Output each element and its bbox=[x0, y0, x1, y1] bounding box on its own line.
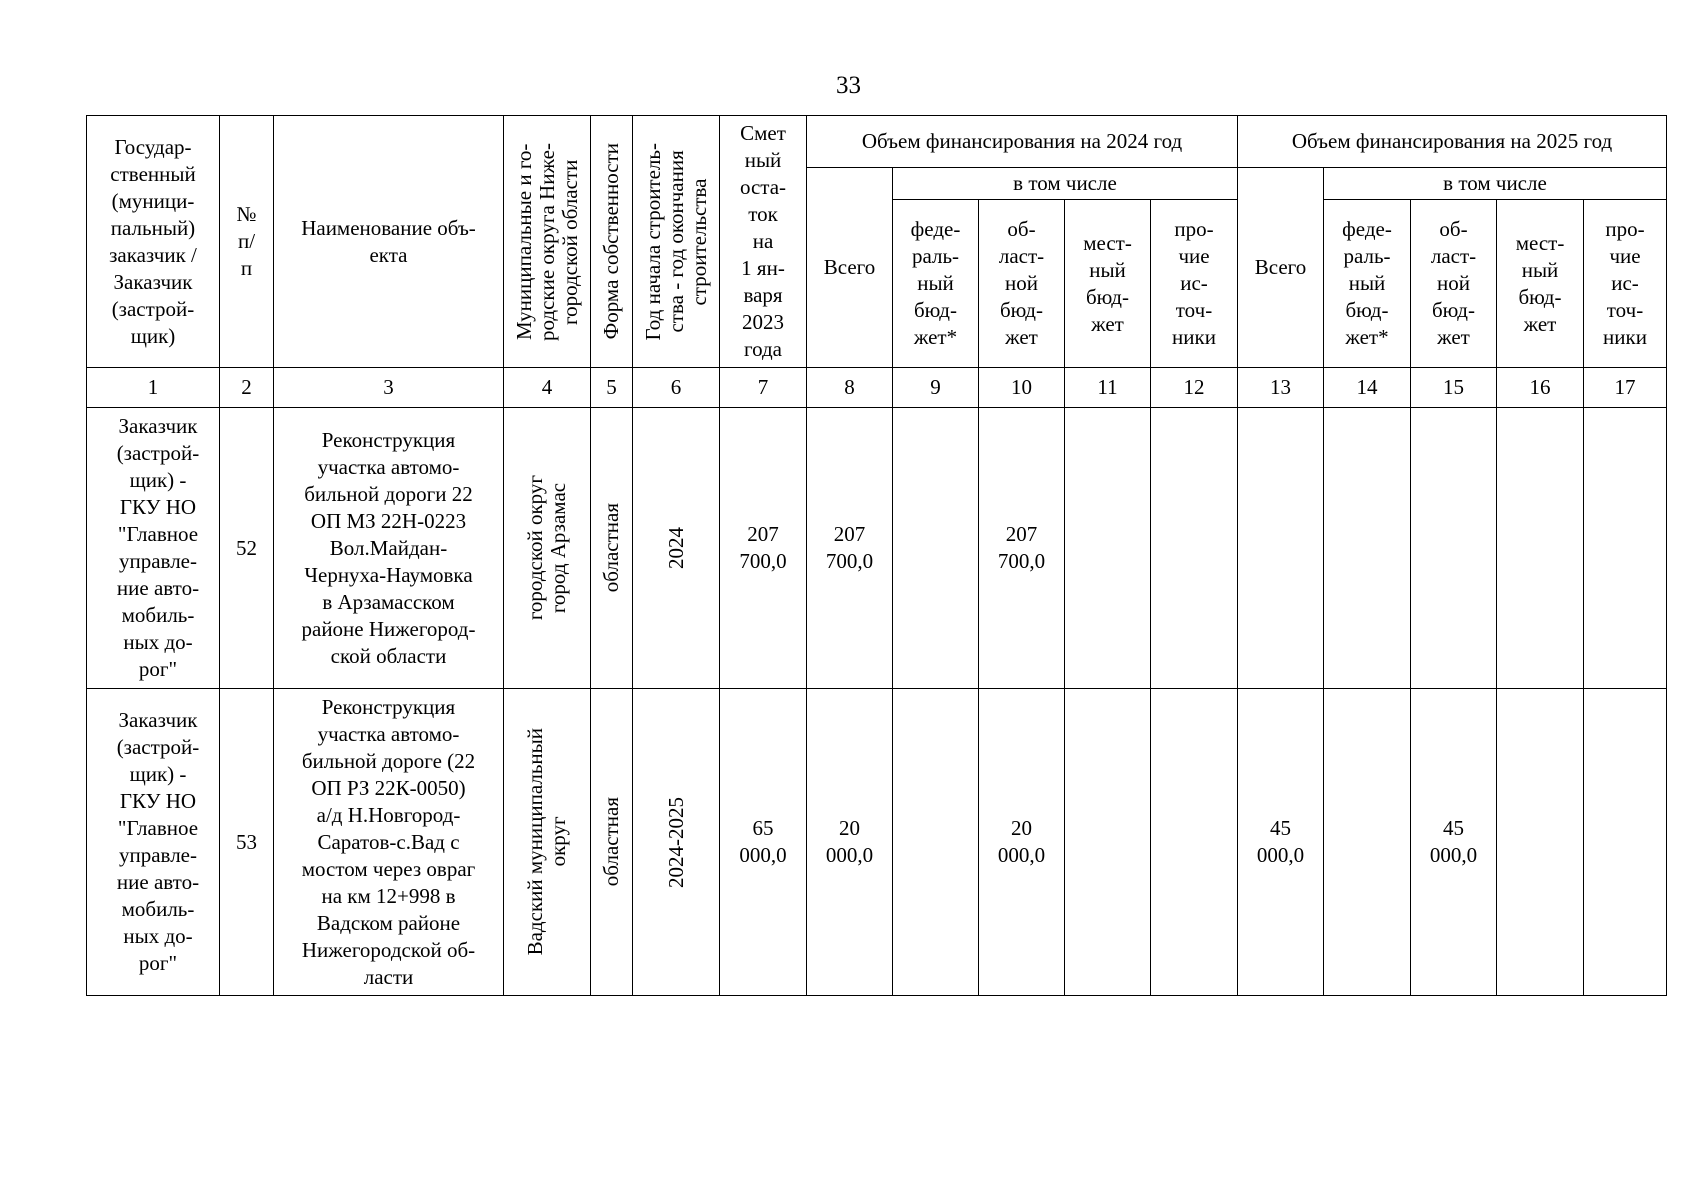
header-municipality-text: Муниципальные и го- родские округа Ниже- городской области bbox=[511, 142, 582, 341]
ownership-cell bbox=[591, 408, 633, 689]
years-text: 2024 bbox=[663, 527, 688, 569]
regional-2025-cell: 45 000,0 bbox=[1411, 689, 1497, 996]
column-number: 10 bbox=[979, 368, 1065, 408]
column-number: 14 bbox=[1324, 368, 1411, 408]
header-customer: Государ- ственный (муници- пальный) заказчик / Заказчик (застрой- щик) bbox=[87, 116, 220, 368]
header-financing-2025: Объем финансирования на 2025 год bbox=[1238, 116, 1667, 168]
ownership-text: областная bbox=[599, 503, 623, 593]
header-federal-2025: феде- раль- ный бюд- жет* bbox=[1324, 200, 1411, 368]
column-number: 8 bbox=[807, 368, 893, 408]
header-federal-2024: феде- раль- ный бюд- жет* bbox=[893, 200, 979, 368]
column-number: 1 bbox=[87, 368, 220, 408]
column-number: 9 bbox=[893, 368, 979, 408]
customer-cell: Заказчик (застрой- щик) - ГКУ НО "Главное управле- ние авто- мобиль- ных до- рог" bbox=[87, 689, 220, 996]
header-municipality bbox=[504, 116, 591, 368]
total-2024-cell: 207 700,0 bbox=[807, 408, 893, 689]
header-years-text: Год начала строитель- ства - год окончания строительства bbox=[640, 142, 711, 341]
municipality-cell bbox=[504, 408, 591, 689]
other-2025-cell bbox=[1584, 689, 1667, 996]
column-number: 6 bbox=[633, 368, 720, 408]
column-numbers-row bbox=[87, 368, 1667, 408]
header-regional-2024: об- ласт- ной бюд- жет bbox=[979, 200, 1065, 368]
header-including-2024: в том числе bbox=[893, 168, 1238, 200]
ownership-text: областная bbox=[599, 797, 623, 887]
column-number: 7 bbox=[720, 368, 807, 408]
federal-2024-cell bbox=[893, 408, 979, 689]
header-local-2025: мест- ный бюд- жет bbox=[1497, 200, 1584, 368]
local-2024-cell bbox=[1065, 408, 1151, 689]
total-2025-cell: 45 000,0 bbox=[1238, 689, 1324, 996]
column-number: 4 bbox=[504, 368, 591, 408]
header-other-2025: про- чие ис- точ- ники bbox=[1584, 200, 1667, 368]
estimated-balance-cell: 65 000,0 bbox=[720, 689, 807, 996]
header-regional-2025: об- ласт- ной бюд- жет bbox=[1411, 200, 1497, 368]
header-object-name: Наименование объ- екта bbox=[274, 116, 504, 368]
years-cell bbox=[633, 689, 720, 996]
municipality-cell bbox=[504, 689, 591, 996]
municipality-text: городской округ город Арзамас bbox=[523, 475, 570, 621]
regional-2025-cell bbox=[1411, 408, 1497, 689]
other-2024-cell bbox=[1151, 408, 1238, 689]
table-row bbox=[87, 408, 1667, 689]
row-number-cell: 53 bbox=[220, 689, 274, 996]
header-ownership bbox=[591, 116, 633, 368]
page-number: 33 bbox=[836, 72, 861, 99]
header-number: № п/ п bbox=[220, 116, 274, 368]
header-local-2024: мест- ный бюд- жет bbox=[1065, 200, 1151, 368]
years-text: 2024-2025 bbox=[663, 796, 688, 888]
column-number: 17 bbox=[1584, 368, 1667, 408]
table-row bbox=[87, 689, 1667, 996]
header-total-2025: Всего bbox=[1238, 168, 1324, 368]
total-2025-cell bbox=[1238, 408, 1324, 689]
regional-2024-cell: 20 000,0 bbox=[979, 689, 1065, 996]
local-2025-cell bbox=[1497, 689, 1584, 996]
header-ownership-text: Форма собственности bbox=[599, 143, 623, 340]
column-number: 15 bbox=[1411, 368, 1497, 408]
header-total-2024: Всего bbox=[807, 168, 893, 368]
other-2024-cell bbox=[1151, 689, 1238, 996]
header-including-2025: в том числе bbox=[1324, 168, 1667, 200]
header-years bbox=[633, 116, 720, 368]
column-number: 16 bbox=[1497, 368, 1584, 408]
estimated-balance-cell: 207 700,0 bbox=[720, 408, 807, 689]
other-2025-cell bbox=[1584, 408, 1667, 689]
ownership-cell bbox=[591, 689, 633, 996]
federal-2025-cell bbox=[1324, 408, 1411, 689]
customer-cell: Заказчик (застрой- щик) - ГКУ НО "Главное управле- ние авто- мобиль- ных до- рог" bbox=[87, 408, 220, 689]
municipality-text: Вадский муниципальный округ bbox=[523, 728, 570, 956]
regional-2024-cell: 207 700,0 bbox=[979, 408, 1065, 689]
object-name-cell: Реконструкция участка автомо- бильной дороге (22 ОП РЗ 22К-0050) а/д Н.Новгород- Саратов-с.Вад с мостом через овраг на км 12+998 в Вадском районе Нижегородской об- ласти bbox=[274, 689, 504, 996]
column-number: 3 bbox=[274, 368, 504, 408]
local-2024-cell bbox=[1065, 689, 1151, 996]
row-number-cell: 52 bbox=[220, 408, 274, 689]
object-name-cell: Реконструкция участка автомо- бильной дороги 22 ОП МЗ 22Н-0223 Вол.Майдан- Чернуха-Наумовка в Арзамасском районе Нижегород- ской области bbox=[274, 408, 504, 689]
header-estimated-balance: Смет ный оста- ток на 1 ян- варя 2023 года bbox=[720, 116, 807, 368]
federal-2024-cell bbox=[893, 689, 979, 996]
financing-table bbox=[86, 115, 1667, 996]
local-2025-cell bbox=[1497, 408, 1584, 689]
total-2024-cell: 20 000,0 bbox=[807, 689, 893, 996]
column-number: 2 bbox=[220, 368, 274, 408]
federal-2025-cell bbox=[1324, 689, 1411, 996]
column-number: 11 bbox=[1065, 368, 1151, 408]
column-number: 5 bbox=[591, 368, 633, 408]
header-other-2024: про- чие ис- точ- ники bbox=[1151, 200, 1238, 368]
years-cell bbox=[633, 408, 720, 689]
header-financing-2024: Объем финансирования на 2024 год bbox=[807, 116, 1238, 168]
column-number: 12 bbox=[1151, 368, 1238, 408]
column-number: 13 bbox=[1238, 368, 1324, 408]
